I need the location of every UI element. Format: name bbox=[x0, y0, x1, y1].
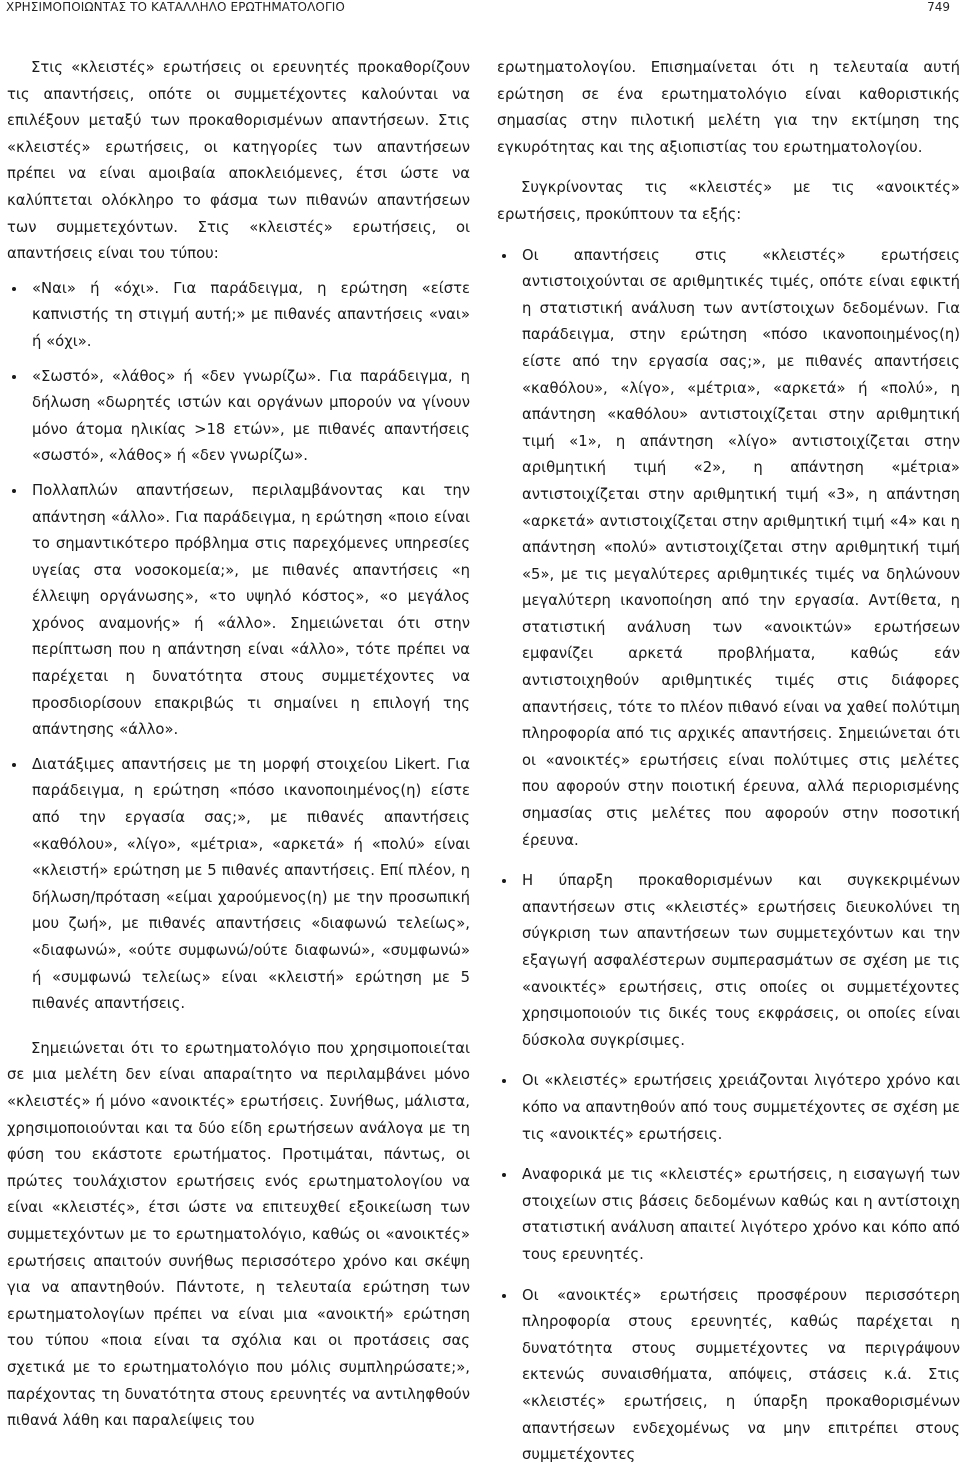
list-item: Αναφορικά με τις «κλειστές» ερωτήσεις, η εισαγωγή των στοιχείων στις βάσεις δεδομένων καθώς και η αντίστοιχη στατιστική ανάλυση απαιτεί λιγότερο χρόνο και κόπο από τους ερευνητές. bbox=[497, 1162, 960, 1268]
right-column bbox=[497, 55, 960, 1469]
list-item: Διατάξιμες απαντήσεις με τη μορφή στοιχείου Likert. Για παράδειγμα, η ερώτηση «πόσο ικανοποιημένος(η) είστε από την εργασία σας;», με πιθανές απαντήσεις «καθόλου», «λίγο», «μέτρια», «αρκετά» ή «πολύ» είναι «κλειστή» ερώτηση με 5 πιθανές απαντήσεις. Επί πλέον, η δήλωση/πρόταση «είμαι χαρούμενος(η) με την προσωπική μου ζωή», με πιθανές απαντήσεις «διαφωνώ τελείως», «διαφωνώ», «ούτε συμφωνώ/ούτε διαφωνώ», «συμφωνώ» ή «συμφωνώ τελείως» είναι «κλειστή» ερώτηση με 5 πιθανές απαντήσεις. bbox=[7, 752, 470, 1018]
page-number: 749 bbox=[927, 0, 950, 14]
running-header-title: ΧΡΗΣΙΜΟΠΟΙΩΝΤΑΣ ΤΟ ΚΑΤΑΛΛΗΛΟ ΕΡΩΤΗΜΑΤΟΛΟΓΙΟ bbox=[6, 0, 345, 14]
list-item: Οι απαντήσεις στις «κλειστές» ερωτήσεις αντιστοιχούνται σε αριθμητικές τιμές, οπότε είναι εφικτή η στατιστική ανάλυση των αντίστοιχων δεδομένων. Για παράδειγμα, στην ερώτηση «πόσο ικανοποιημένος(η) είστε από την εργασία σας;», με πιθανές απαντήσεις «καθόλου», «λίγο», «μέτρια», «αρκετά» ή «πολύ», η απάντηση «καθόλου» αντιστοιχίζεται στην αριθμητική τιμή «1», η απάντηση «λίγο» αντιστοιχίζεται στην αριθμητική τιμή «2», η απάντηση «μέτρια» αντιστοιχίζεται στην αριθμητική τιμή «3», η απάντηση «αρκετά» αντιστοιχίζεται στην αριθμητική τιμή «4» και η απάντηση «πολύ» αντιστοιχίζεται στην αριθμητική τιμή «5», με τις μεγαλύτερες αριθμητικές τιμές να δηλώνουν μεγαλύτερη ικανοποίηση από την εργασία. Αντίθετα, η στατιστική ανάλυση των «ανοικτών» ερωτήσεων εμφανίζει αρκετά προβλήματα, καθώς εάν αντιστοιχηθούν αριθμητικές τιμές στις διάφορες απαντήσεις, τότε το πλέον πιθανό είναι να χαθεί πολύτιμη πληροφορία από τις αρχικές απαντήσεις. Σημειώνεται ότι οι «ανοικτές» ερωτήσεις είναι πολύτιμες στις μελέτες που αφορούν στην ποιοτική έρευνα, αλλά περιορισμένης σημασίας στις μελέτες που αφορούν στην ποσοτική έρευνα. bbox=[497, 243, 960, 855]
closed-question-types-list bbox=[7, 276, 470, 1018]
list-item: «Ναι» ή «όχι». Για παράδειγμα, η ερώτηση «είστε καπνιστής τη στιγμή αυτή;» με πιθανές απαντήσεις «ναι» ή «όχι». bbox=[7, 276, 470, 356]
list-item: Πολλαπλών απαντήσεων, περιλαμβάνοντας και την απάντηση «άλλο». Για παράδειγμα, η ερώτηση «ποιο είναι το σημαντικότερο πρόβλημα στις παρεχόμενες υπηρεσίες υγείας στα νοσοκομεία;», με πιθανές απαντήσεις «η έλλειψη οργάνωσης», «το υψηλό κόστος», «ο μεγάλος χρόνος αναμονής» ή «άλλο». Σημειώνεται ότι στην περίπτωση που η απάντηση είναι «άλλο», τότε πρέπει να παρέχεται η δυνατότητα στους συμμετέχοντες να προσδιορίσουν επακριβώς τι σημαίνει η επιλογή της απάντησης «άλλο». bbox=[7, 478, 470, 744]
comparison-list bbox=[497, 243, 960, 1469]
list-item: Οι «κλειστές» ερωτήσεις χρειάζονται λιγότερο χρόνο και κόπο να απαντηθούν από τους συμμετέχοντες σε σχέση με τις «ανοικτές» ερωτήσεις. bbox=[497, 1068, 960, 1148]
paragraph-comparison-intro: Συγκρίνοντας τις «κλειστές» με τις «ανοικτές» ερωτήσεις, προκύπτουν τα εξής: bbox=[497, 179, 960, 223]
list-item: Η ύπαρξη προκαθορισμένων και συγκεκριμένων απαντήσεων στις «κλειστές» ερωτήσεις διευκολύνει τη σύγκριση των απαντήσεων των συμμετεχόντων και την εξαγωγή ασφαλέστερων συμπερασμάτων σε σχέση με τις «ανοικτές» ερωτήσεις, στις οποίες οι συμμετέχοντες χρησιμοποιούν τις δικές τους εκφράσεις, οι οποίες είναι δύσκολα συγκρίσιμες. bbox=[497, 868, 960, 1054]
left-column bbox=[7, 55, 470, 1435]
list-item: Οι «ανοικτές» ερωτήσεις προσφέρουν περισσότερη πληροφορία στους ερευνητές, καθώς παρέχεται η δυνατότητα στους συμμετέχοντες να περιγράψουν εκτενώς συναισθήματα, απόψεις, στάσεις κ.ά. Στις «κλειστές» ερωτήσεις, η ύπαρξη προκαθορισμένων απαντήσεων ενδεχομένως να μην επιτρέπει στους συμμετέχοντες bbox=[497, 1283, 960, 1469]
running-header bbox=[0, 0, 960, 14]
list-item: «Σωστό», «λάθος» ή «δεν γνωρίζω». Για παράδειγμα, η δήλωση «δωρητές ιστών και οργάνων μπορούν να γίνουν μόνο άτομα ηλικίας >18 ετών», με πιθανές απαντήσεις «σωστό», «λάθος» ή «δεν γνωρίζω». bbox=[7, 364, 470, 470]
paragraph-continuation: ερωτηματολογίου. Επισημαίνεται ότι η τελευταία αυτή ερώτηση σε ένα ερωτηματολόγιο είναι καθοριστικής σημασίας στην πιλοτική μελέτη για την εκτίμηση της εγκυρότητας και της αξιοπιστίας του ερωτηματολογίου. bbox=[497, 59, 960, 156]
paragraph-intro: Στις «κλειστές» ερωτήσεις οι ερευνητές προκαθορίζουν τις απαντήσεις, οπότε οι συμμετέχοντες καλούνται να επιλέξουν μεταξύ των προκαθορισμένων απαντήσεων. Στις «κλειστές» ερωτήσεις, οι κατηγορίες των απαντήσεων πρέπει να είναι αμοιβαία αποκλειόμενες, έτσι ώστε να καλύπτεται ολόκληρο το φάσμα των πιθανών απαντήσεων των συμμετεχόντων. Στις «κλειστές» ερωτήσεις, οι απαντήσεις είναι του τύπου: bbox=[7, 59, 470, 263]
paragraph-closing: Σημειώνεται ότι το ερωτηματολόγιο που χρησιμοποιείται σε μια μελέτη δεν είναι απαραίτητο να περιλαμβάνει μόνο «κλειστές» ή μόνο «ανοικτές» ερωτήσεις. Συνήθως, μάλιστα, χρησιμοποιούνται και τα δύο είδη ερωτήσεων ανάλογα με τη φύση του εκάστοτε ερωτήματος. Προτιμάται, πάντως, οι πρώτες τουλάχιστον ερωτήσεις ενός ερωτηματολογίου να είναι «κλειστές», έτσι ώστε να επιτευχθεί εξοικείωση των συμμετεχόντων με το ερωτηματολόγιο, καθώς οι «ανοικτές» ερωτήσεις απαιτούν συνήθως περισσότερο χρόνο και σκέψη για να απαντηθούν. Πάντοτε, η τελευταία ερώτηση των ερωτηματολογίων πρέπει να είναι μια «ανοικτή» ερώτηση του τύπου «ποια είναι τα σχόλια και οι προτάσεις σας σχετικά με το ερωτηματολόγιο που μόλις συμπληρώσατε;», παρέχοντας τη δυνατότητα στους ερευνητές να αντιληφθούν πιθανά λάθη και παραλείψεις του bbox=[7, 1039, 470, 1430]
